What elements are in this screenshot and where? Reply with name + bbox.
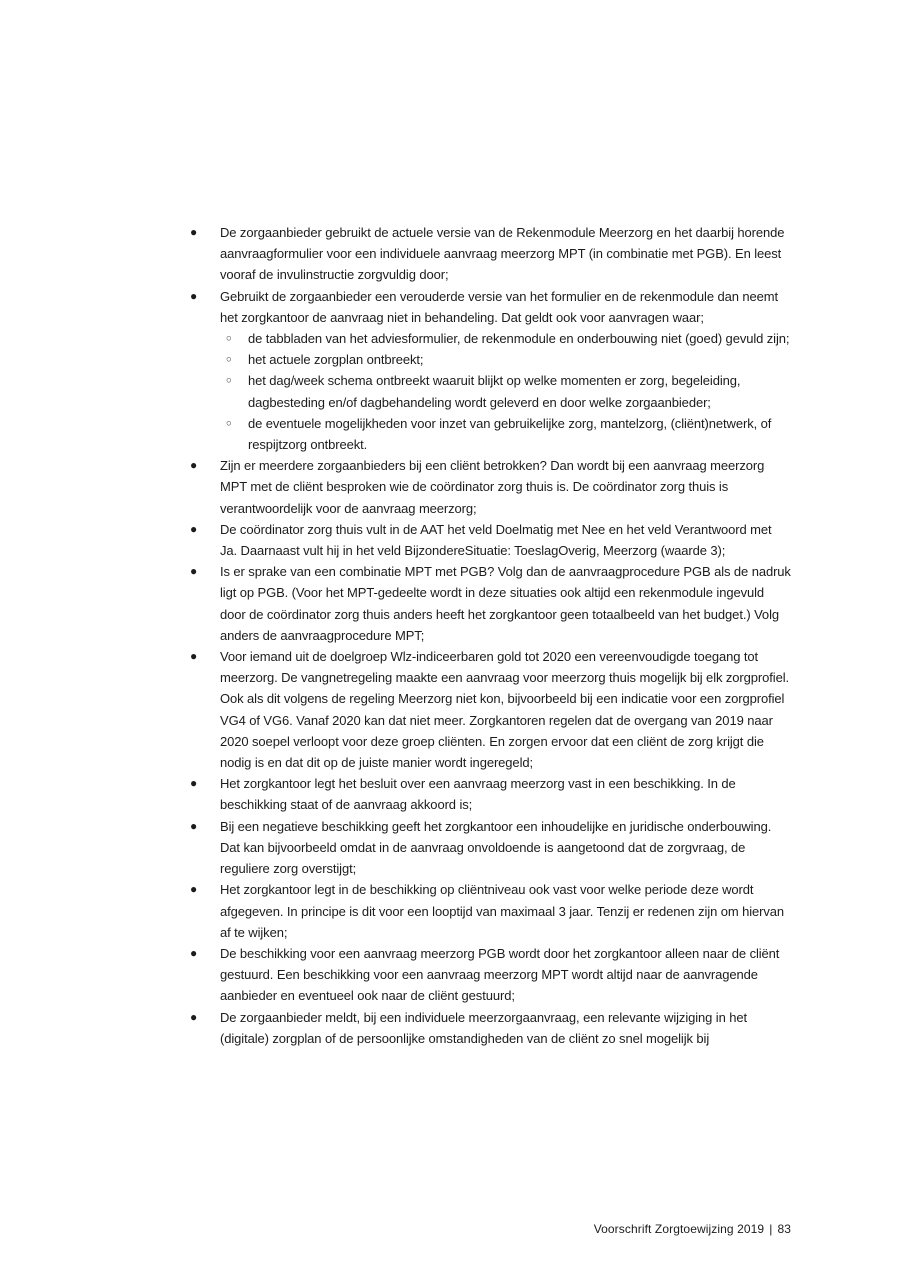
bullet-icon: ● [190,288,198,303]
list-item-text: het actuele zorgplan ontbreekt; [248,352,424,368]
list-item [190,455,792,519]
list-item-text: de eventuele mogelijkheden voor inzet van gebruikelijke zorg, mantelzorg, (cliënt)netwerk, of respijtzorg ontbreekt. [248,415,772,453]
list-item-text: De coördinator zorg thuis vult in de AAT het veld Doelmatig met Nee en het veld Verantwoord met Ja. Daarnaast vult hij in het veld BijzondereSituatie: ToeslagOverig, Meerzorg (waarde 3); [220,521,772,559]
list-item [190,222,792,286]
bullet-icon: ● [190,1009,198,1024]
bullet-icon: ● [190,776,198,791]
footer-separator: | [769,1222,773,1236]
list-item-text: De zorgaanbieder meldt, bij een individuele meerzorgaanvraag, een relevante wijziging in het (digitale) zorgplan of de persoonlijke omstandigheden van de cliënt zo snel mogelijk bij [220,1009,748,1046]
list-item [226,413,792,455]
list-item [190,879,792,943]
list-item [190,286,792,328]
bullet-icon: ● [190,945,198,960]
list-item [190,646,792,773]
list-item-text: Het zorgkantoor legt het besluit over een aanvraag meerzorg vast in een beschikking. In de beschikking staat of de aanvraag akkoord is; [220,776,736,813]
sub-bullet-icon: ○ [226,333,232,345]
list-item [190,519,792,561]
list-item-text: Is er sprake van een combinatie MPT met PGB? Volg dan de aanvraagprocedure PGB als de nadruk ligt op PGB. (Voor het MPT-gedeelte wordt in deze situaties ook altijd een rekenmodule ingevuld door de coördinator zorg thuis anders heeft het zorgkantoor geen totaalbeeld van het budget.) Volg anders de aanvraagprocedure MPT; [220,564,791,643]
bullet-icon: ● [190,521,198,536]
footer-document-title: Voorschrift Zorgtoewijzing 2019 [593,1222,765,1236]
list-item [190,561,792,646]
footer-page-number: 83 [777,1222,791,1236]
bullet-icon: ● [190,649,198,664]
list-item-text: Het zorgkantoor legt in de beschikking op cliëntniveau ook vast voor welke periode deze wordt afgegeven. In principe is dit voor een looptijd van maximaal 3 jaar. Tenzij er redenen zijn om hiervan af te wijken; [220,882,785,940]
bullet-icon: ● [190,564,198,579]
list-item-text: het dag/week schema ontbreekt waaruit blijkt op welke momenten er zorg, begeleiding, dagbesteding en/of dagbehandeling wordt geleverd en door welke zorgaanbieder; [248,373,741,410]
bullet-icon: ● [190,458,198,473]
list-item [190,773,792,815]
bullet-icon: ● [190,882,198,897]
list-item [226,349,792,370]
list-item-text: de tabbladen van het adviesformulier, de rekenmodule en onderbouwing niet (goed) gevuld zijn; [248,331,790,347]
list-item [190,943,792,1007]
list-item [226,370,792,412]
bullet-icon: ● [190,818,198,833]
list-item [226,328,792,349]
sub-bullet-icon: ○ [226,375,232,387]
list-item-text: Bij een negatieve beschikking geeft het zorgkantoor een inhoudelijke en juridische onderbouwing. Dat kan bijvoorbeeld omdat in de aanvraag onvoldoende is aangetoond dat de zorgvraag, de reguliere zorg overstijgt; [220,818,772,877]
list-item-text: Zijn er meerdere zorgaanbieders bij een cliënt betrokken? Dan wordt bij een aanvraag meerzorg MPT met de cliënt besproken wie de coördinator zorg thuis is. De coördinator zorg thuis is verantwoordelijk voor de aanvraag meerzorg; [220,458,765,516]
list-item-text: Gebruikt de zorgaanbieder een verouderde versie van het formulier en de rekenmodule dan neemt het zorgkantoor de aanvraag niet in behandeling. Dat geldt ook voor aanvragen waar; [220,288,778,325]
bullet-icon: ● [190,225,198,239]
list-item-text: De zorgaanbieder gebruikt de actuele versie van de Rekenmodule Meerzorg en het daarbij horende aanvraagformulier voor een individuele aanvraag meerzorg MPT (in combinatie met PGB). En leest vooraf de invulinstructie zorgvuldig door; [220,225,785,283]
list-item-text: De beschikking voor een aanvraag meerzorg PGB wordt door het zorgkantoor alleen naar de cliënt gestuurd. Een beschikking voor een aanvraag meerzorg MPT wordt altijd naar de aanvragende aanbieder en eventueel ook naar de cliënt gestuurd; [220,945,780,1004]
sub-bullet-icon: ○ [226,354,232,366]
page-footer [594,1221,791,1238]
list-item [190,816,792,880]
list-item-text: Voor iemand uit de doelgroep Wlz-indiceerbaren gold tot 2020 een vereenvoudigde toegang tot meerzorg. De vangnetregeling maakte een aanvraag voor meerzorg thuis mogelijk bij elk zorgprofiel. Ook als dit volgens de regeling Meerzorg niet kon, bijvoorbeeld bij een indicatie voor een zorgprofiel VG4 of VG6. Vanaf 2020 kan dat niet meer. Zorgkantoren regelen dat de overgang van 2019 naar 2020 soepel verloopt voor deze groep cliënten. En zorgen ervoor dat een cliënt de zorg krijgt die nodig is en dat dit op de juiste manier wordt ingeregeld; [220,649,789,771]
bullet-list [190,222,792,1049]
sub-bullet-icon: ○ [226,417,232,429]
list-item [190,1007,792,1049]
